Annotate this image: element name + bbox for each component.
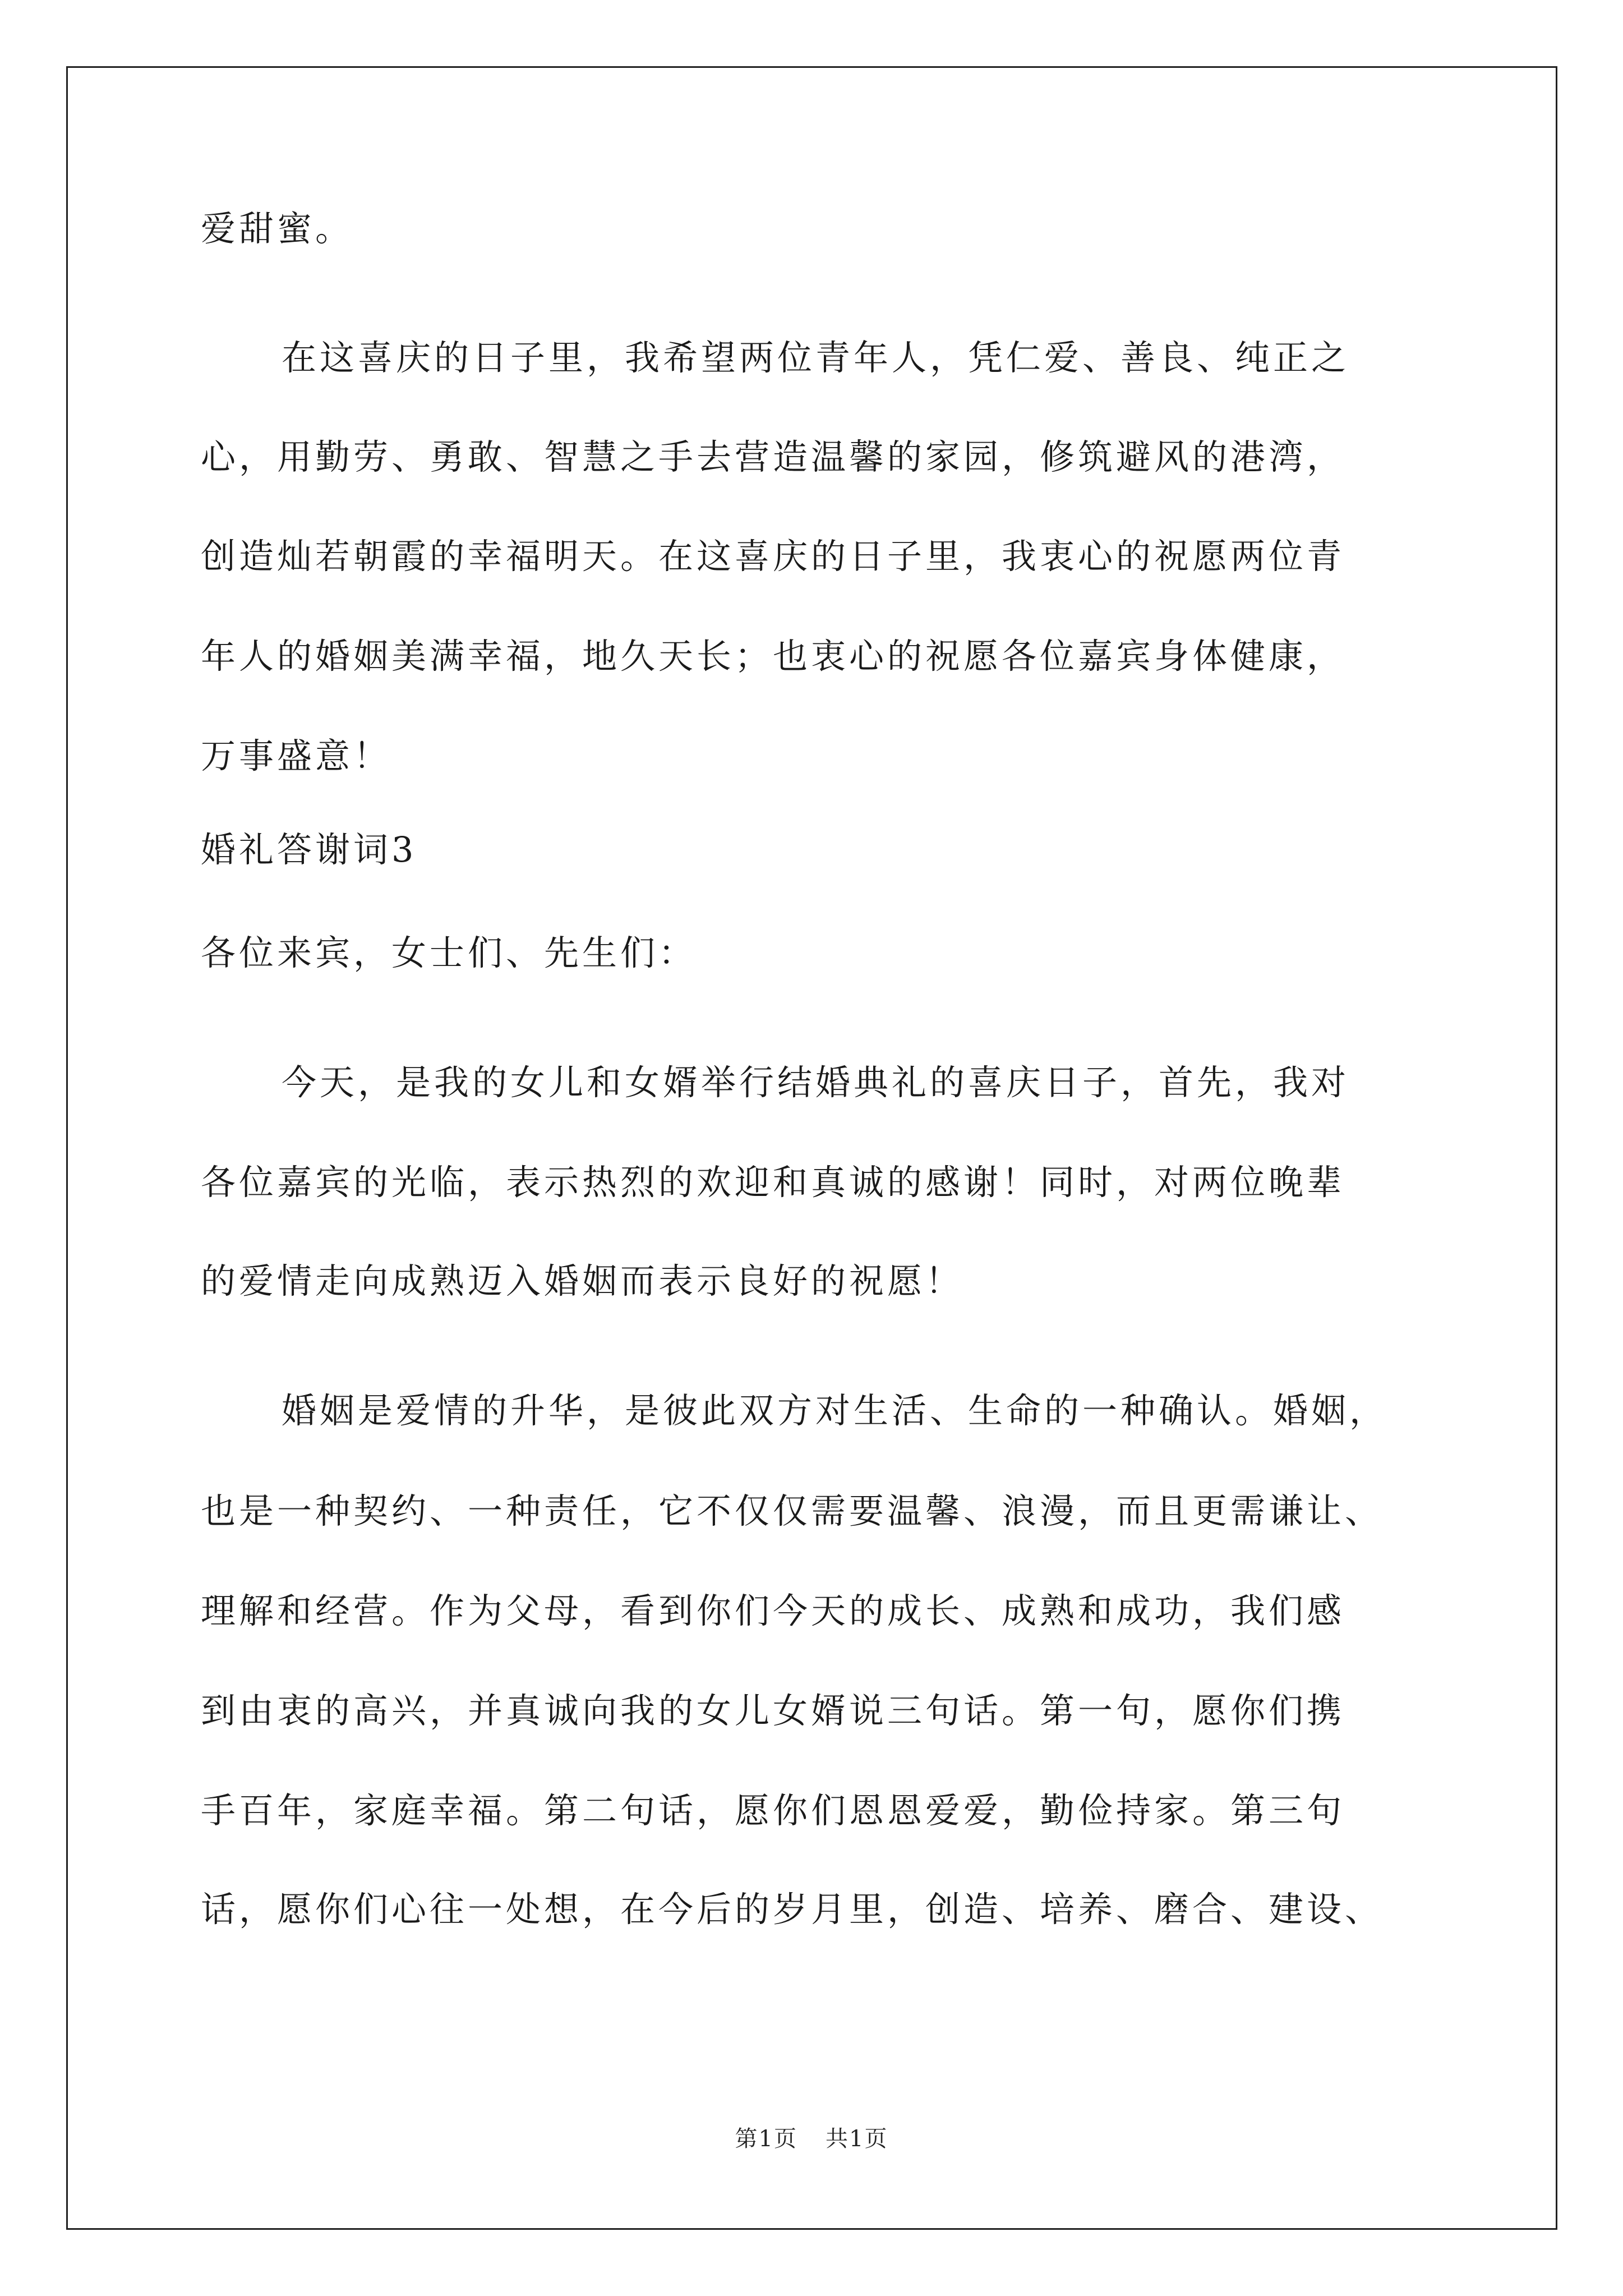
text-line: 也是一种契约、一种责任，它不仅仅需要温馨、浪漫，而且更需谦让、 (201, 1490, 1384, 1531)
text-line: 话，愿你们心往一处想，在今后的岁月里，创造、培养、磨合、建设、 (201, 1889, 1384, 1930)
text-line: 年人的婚姻美满幸福，地久天长；也衷心的祝愿各位嘉宾身体健康， (201, 636, 1345, 677)
section-heading: 婚礼答谢词3 (201, 829, 417, 870)
text-line: 手百年，家庭幸福。第二句话，愿你们恩恩爱爱，勤俭持家。第三句 (201, 1790, 1345, 1831)
text-line: 心，用勤劳、勇敢、智慧之手去营造温馨的家园，修筑避风的港湾， (201, 436, 1345, 477)
text-line: 理解和经营。作为父母，看到你们今天的成长、成熟和成功，我们感 (201, 1590, 1345, 1631)
text-line: 各位嘉宾的光临，表示热烈的欢迎和真诚的感谢！同时，对两位晚辈 (201, 1162, 1345, 1203)
text-line: 创造灿若朝霞的幸福明天。在这喜庆的日子里，我衷心的祝愿两位青 (201, 536, 1345, 577)
text-line: 婚姻是爱情的升华，是彼此双方对生活、生命的一种确认。婚姻， (282, 1390, 1388, 1431)
text-line: 的爱情走向成熟迈入婚姻而表示良好的祝愿！ (201, 1260, 964, 1301)
text-line: 在这喜庆的日子里，我希望两位青年人，凭仁爱、善良、纯正之 (282, 337, 1350, 378)
text-line: 爱甜蜜。 (201, 208, 354, 249)
text-line: 万事盛意！ (201, 735, 392, 776)
page-total: 共1页 (826, 2126, 888, 2152)
page-footer (0, 2125, 1623, 2153)
text-line: 今天，是我的女儿和女婿举行结婚典礼的喜庆日子，首先，我对 (282, 1062, 1350, 1103)
salutation: 各位来宾，女士们、先生们： (201, 932, 697, 973)
page-number: 第1页 (735, 2126, 797, 2152)
text-line: 到由衷的高兴，并真诚向我的女儿女婿说三句话。第一句，愿你们携 (201, 1690, 1345, 1731)
